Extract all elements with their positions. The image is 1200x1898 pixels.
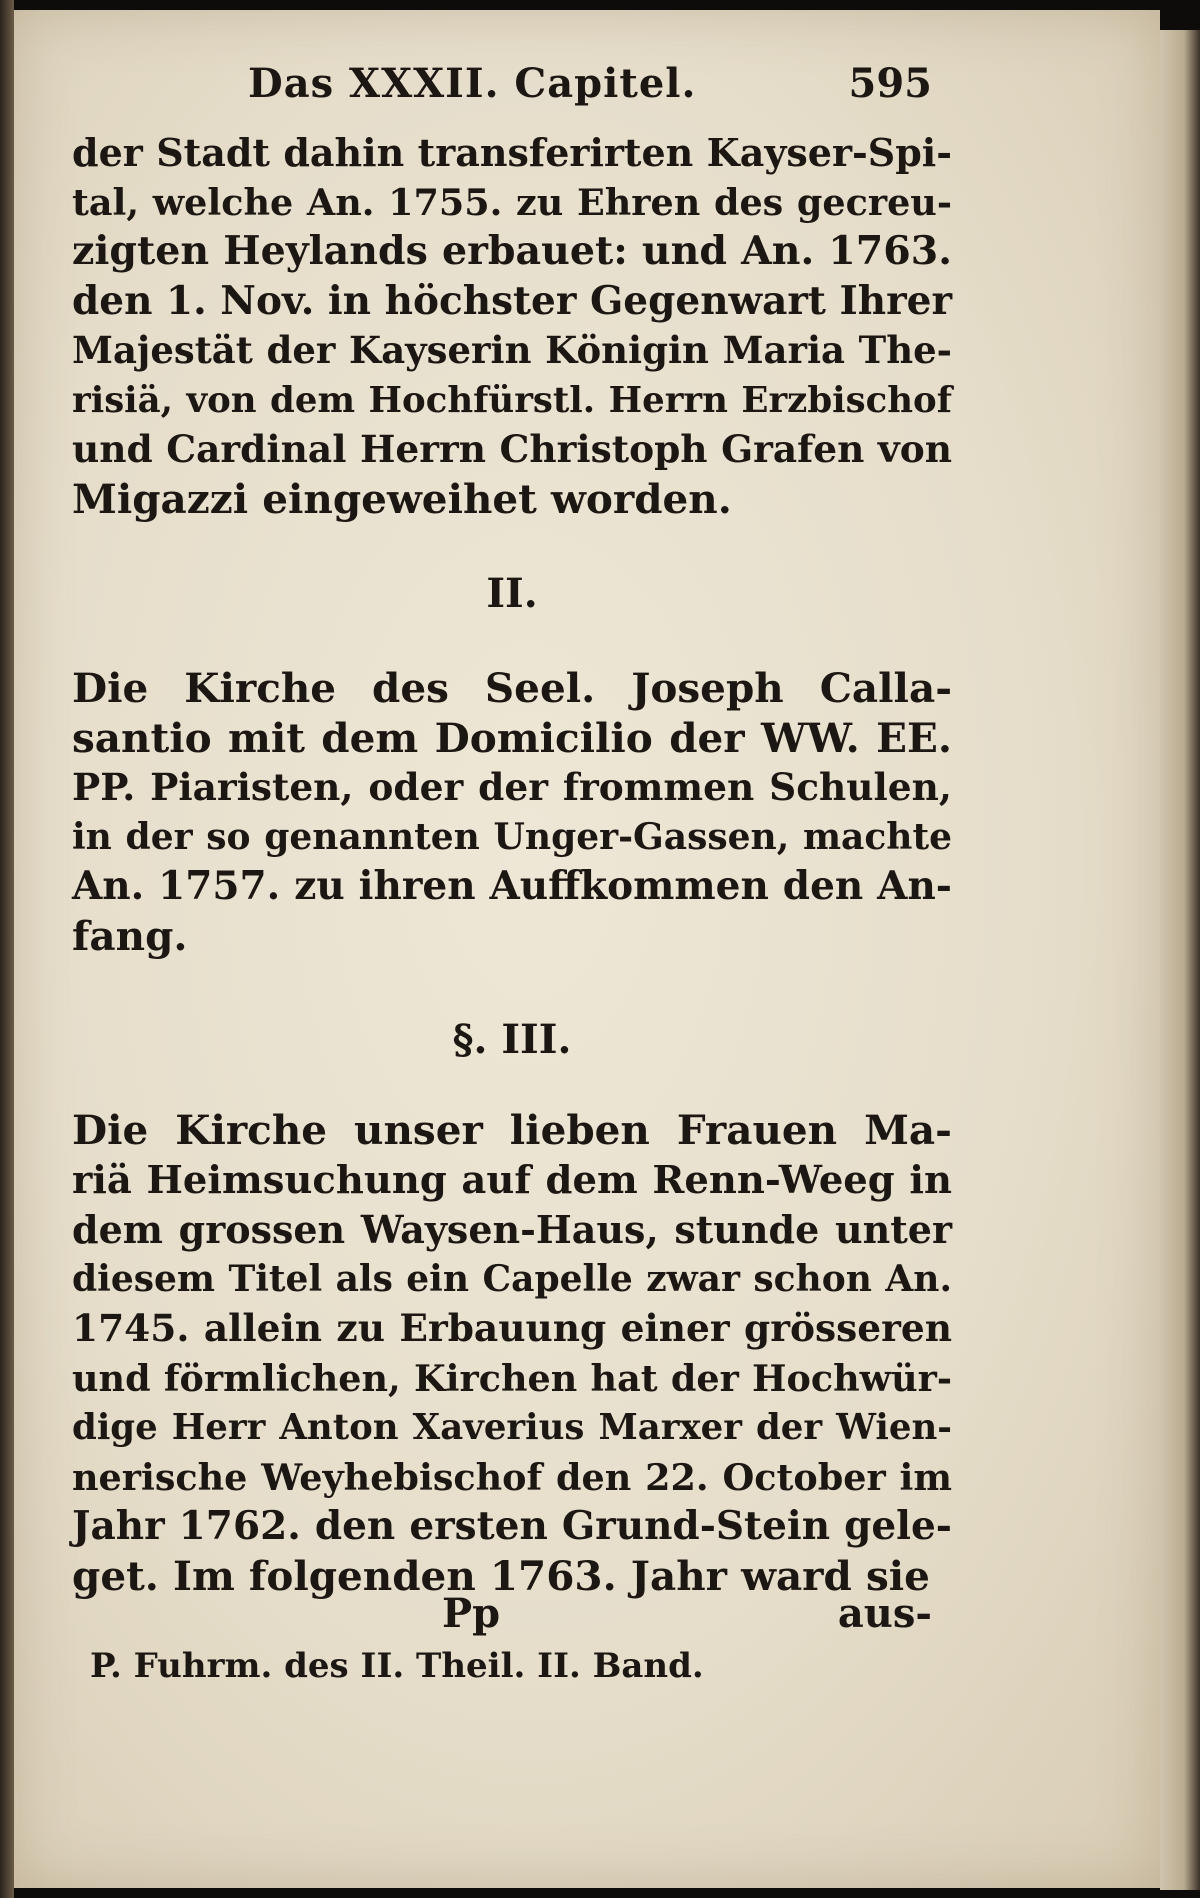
- text-line: diesem Titel als ein Capelle zwar schon An.: [72, 1257, 952, 1300]
- text-line: PP. Piaristen, oder der frommen Schulen,: [72, 765, 952, 809]
- paragraph-2: [72, 664, 952, 961]
- catchword-row: [72, 1590, 952, 1640]
- text-line: riä Heimsuchung auf dem Renn-Weeg in: [72, 1157, 952, 1203]
- text-line: santio mit dem Domicilio der WW. EE.: [72, 713, 952, 762]
- text-line: und förmlichen, Kirchen hat der Hochwür-: [72, 1356, 952, 1400]
- printer-footer: P. Fuhrm. des II. Theil. II. Band.: [90, 1646, 704, 1686]
- binding-edge: [0, 0, 14, 1898]
- text-line: Die Kirche des Seel. Joseph Calla-: [72, 664, 952, 712]
- text-line: 1745. allein zu Erbauung einer grösseren: [72, 1306, 952, 1350]
- text-line: risiä, von dem Hochfürstl. Herrn Erzbischof: [72, 379, 952, 421]
- running-title: Das XXXII. Capitel.: [248, 60, 697, 107]
- page-number: 595: [848, 60, 932, 107]
- text-line: Migazzi eingeweihet worden.: [72, 474, 732, 523]
- text-line: fang.: [72, 911, 188, 960]
- text-line: in der so genannten Unger-Gassen, machte: [72, 815, 952, 858]
- section-3-body: [72, 1106, 952, 1601]
- text-line: Die Kirche unser lieben Frauen Ma-: [72, 1106, 952, 1154]
- text-line: An. 1757. zu ihren Auffkommen den An-: [72, 863, 952, 909]
- section-2-body: [72, 664, 952, 961]
- text-line: get. Im folgenden 1763. Jahr ward sie: [72, 1551, 930, 1600]
- text-line: der Stadt dahin transferirten Kayser-Spi-: [72, 130, 952, 175]
- page-fore-edge: [1160, 30, 1200, 1890]
- text-line: zigten Heylands erbauet: und An. 1763.: [72, 228, 952, 274]
- paragraph-continuation: [72, 128, 952, 524]
- text-line: den 1. Nov. in höchster Gegenwart Ihrer: [72, 277, 953, 324]
- text-line: dige Herr Anton Xaverius Marxer der Wien-: [72, 1407, 952, 1448]
- text-line: und Cardinal Herrn Christoph Grafen von: [72, 427, 952, 471]
- paragraph-1: [72, 128, 952, 524]
- text-line: Jahr 1762. den ersten Grund-Stein gele-: [72, 1503, 952, 1549]
- section-heading-2: II.: [486, 570, 538, 617]
- text-line: Majestät der Kayserin Königin Maria The-: [72, 328, 952, 372]
- text-line: tal, welche An. 1755. zu Ehren des gecreu-: [72, 180, 952, 224]
- text-line: dem grossen Waysen-Haus, stunde unter: [72, 1207, 952, 1252]
- catchword: aus-: [837, 1590, 932, 1637]
- paragraph-3: [72, 1106, 952, 1601]
- running-header: [72, 60, 952, 120]
- section-heading-3: §. III.: [452, 1016, 572, 1063]
- text-line: nerische Weyhebischof den 22. October im: [72, 1455, 952, 1499]
- signature-mark: Pp: [442, 1590, 501, 1637]
